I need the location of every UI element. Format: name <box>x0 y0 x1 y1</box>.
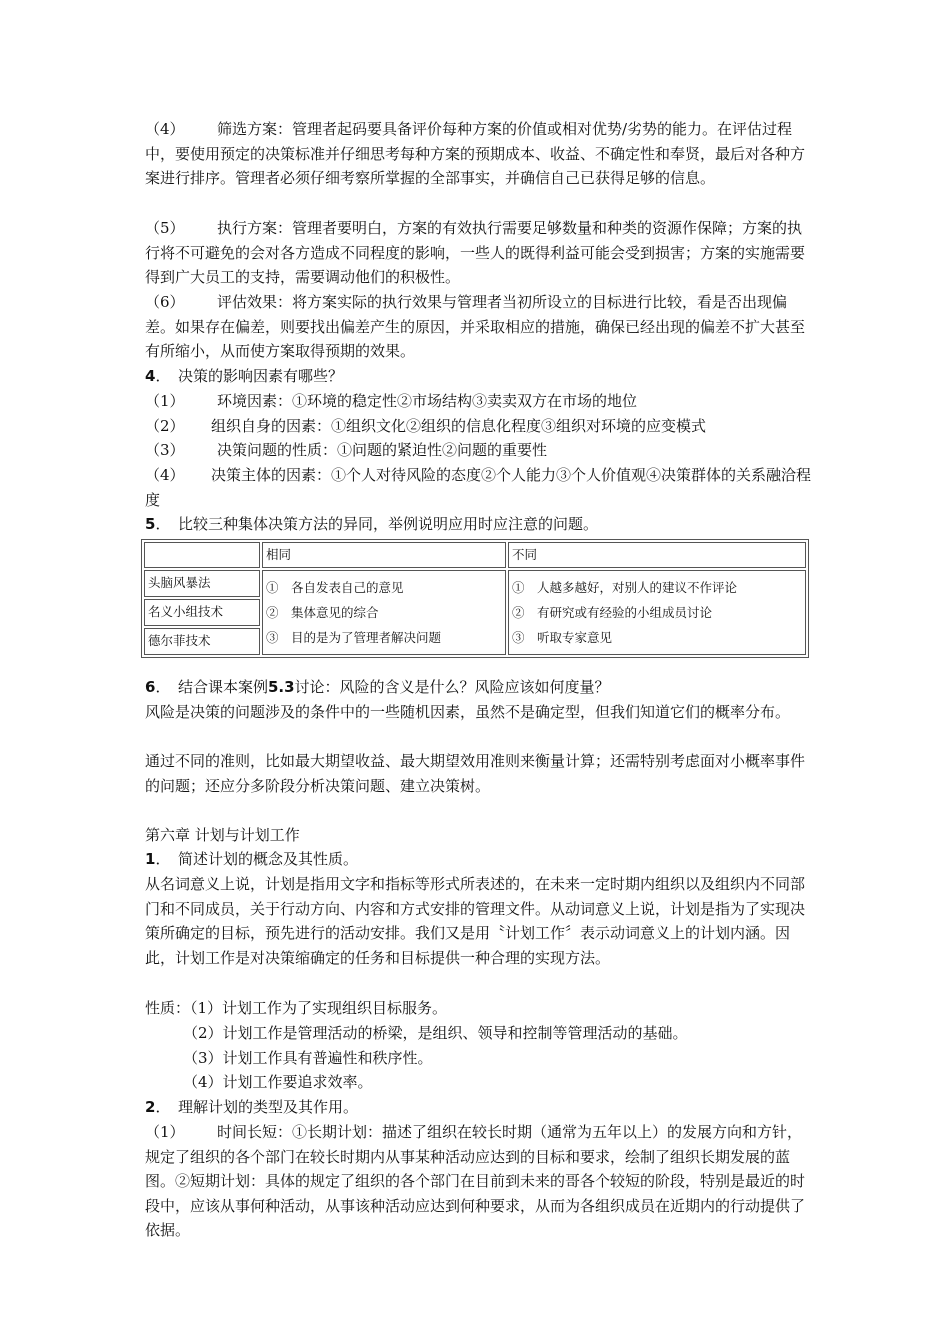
same-point-3: ③ 目的是为了管理者解决问题 <box>266 630 442 645</box>
method-brainstorming: 头脑风暴法 <box>144 570 260 597</box>
q4-item-2: （2） 组织自身的因素：①组织文化②组织的信息化程度③组织对环境的应变模式 <box>145 417 707 435</box>
question-5-heading: 5． 比较三种集体决策方法的异同，举例说明应用时应注意的问题。 <box>145 515 598 533</box>
table-header-diff: 不同 <box>508 542 806 568</box>
method-nominal-group: 名义小组技术 <box>144 599 260 626</box>
method-delphi: 德尔菲技术 <box>144 628 260 655</box>
q4-item-1: （1） 环境因素：①环境的稳定性②市场结构③卖卖双方在市场的地位 <box>145 392 638 410</box>
ch6-q1-nature-2: （2）计划工作是管理活动的桥梁，是组织、领导和控制等管理活动的基础。 <box>183 1024 688 1042</box>
item-6-evaluate-effect: （6） 评估效果：将方案实际的执行效果与管理者当初所设立的目标进行比较，看是否出现偏差。如果存在偏差，则要找出偏差产生的原因，并采取相应的措施，确保已经出现的偏差不扩大甚至有所缩小，从而使方案取得预期的效果。 <box>145 293 806 360</box>
table-row <box>144 570 806 597</box>
ch6-question-2-heading: 2． 理解计划的类型及其作用。 <box>145 1098 358 1116</box>
table-header-same: 相同 <box>262 542 506 568</box>
ch6-q1-definition: 从名词意义上说，计划是指用文字和指标等形式所表述的，在未来一定时期内组织以及组织内不同部门和不同成员，关于行动方向、内容和方式安排的管理文件。从动词意义上说，计划是指为了实现决策所确定的目标，预先进行的活动安排。我们又是用〝计划工作〞表示动词意义上的计划内涵。因此，计划工作是对决策缩确定的任务和目标提供一种合理的实现方法。 <box>145 875 806 967</box>
same-column-cell <box>262 570 506 655</box>
question-6-heading: 6． 结合课本案例5.3讨论：风险的含义是什么？风险应该如何度量？ <box>145 678 610 696</box>
ch6-q2-item-1: （1） 时间长短：①长期计划：描述了组织在较长时期（通常为五年以上）的发展方向和方针，规定了组织的各个部门在较长时期内从事某种活动应达到的目标和要求，绘制了组织长期发展的蓝图。②短期计划：具体的规定了组织的各个部门在目前到未来的哥各个较短的阶段，特别是最近的时段中，应该从事何种活动，从事该种活动应达到何种要求，从而为各组织成员在近期内的行动提供了依据。 <box>145 1123 806 1239</box>
table-corner-cell <box>144 542 260 568</box>
diff-point-1: ① 人越多越好，对别人的建议不作评论 <box>512 580 738 595</box>
q6-answer-paragraph-2: 通过不同的准则，比如最大期望收益、最大期望效用准则来衡量计算；还需特别考虑面对小概率事件的问题；还应分多阶段分析决策问题、建立决策树。 <box>145 752 806 795</box>
question-4-heading: 4． 决策的影响因素有哪些？ <box>145 367 343 385</box>
item-4-filter-plans: （4） 筛选方案：管理者起码要具备评价每种方案的价值或相对优势/劣势的能力。在评估过程中，要使用预定的决策标准并仔细思考每种方案的预期成本、收益、不确定性和奉贤，最后对各种方案进行排序。管理者必须仔细考察所掌握的全部事实，并确信自己已获得足够的信息。 <box>145 120 806 187</box>
q4-item-3: （3） 决策问题的性质：①问题的紧迫性②问题的重要性 <box>145 441 548 459</box>
table-header-row <box>144 542 806 568</box>
comparison-table <box>141 539 809 658</box>
q4-item-4: （4） 决策主体的因素：①个人对待风险的态度②个人能力③个人价值观④决策群体的关系融洽程度 <box>145 466 812 509</box>
ch6-q1-nature-3: （3）计划工作具有普遍性和秩序性。 <box>183 1049 433 1067</box>
ch6-q1-nature-1: 性质：（1）计划工作为了实现组织目标服务。 <box>145 999 448 1017</box>
diff-column-cell <box>508 570 806 655</box>
ch6-question-1-heading: 1． 简述计划的概念及其性质。 <box>145 850 358 868</box>
same-point-1: ① 各自发表自己的意见 <box>266 580 404 595</box>
ch6-q1-nature-4: （4）计划工作要追求效率。 <box>183 1073 373 1091</box>
diff-point-2: ② 有研究或有经验的小组成员讨论 <box>512 605 713 620</box>
chapter-6-title: 第六章 计划与计划工作 <box>145 826 300 844</box>
q6-answer-paragraph-1: 风险是决策的问题涉及的条件中的一些随机因素，虽然不是确定型，但我们知道它们的概率分布。 <box>145 703 791 721</box>
same-point-2: ② 集体意见的综合 <box>266 605 379 620</box>
item-5-execute-plan: （5） 执行方案：管理者要明白，方案的有效执行需要足够数量和种类的资源作保障；方案的执行将不可避免的会对各方造成不同程度的影响，一些人的既得利益可能会受到损害；方案的实施需要得到广大员工的支持，需要调动他们的积极性。 <box>145 219 806 286</box>
diff-point-3: ③ 听取专家意见 <box>512 630 613 645</box>
